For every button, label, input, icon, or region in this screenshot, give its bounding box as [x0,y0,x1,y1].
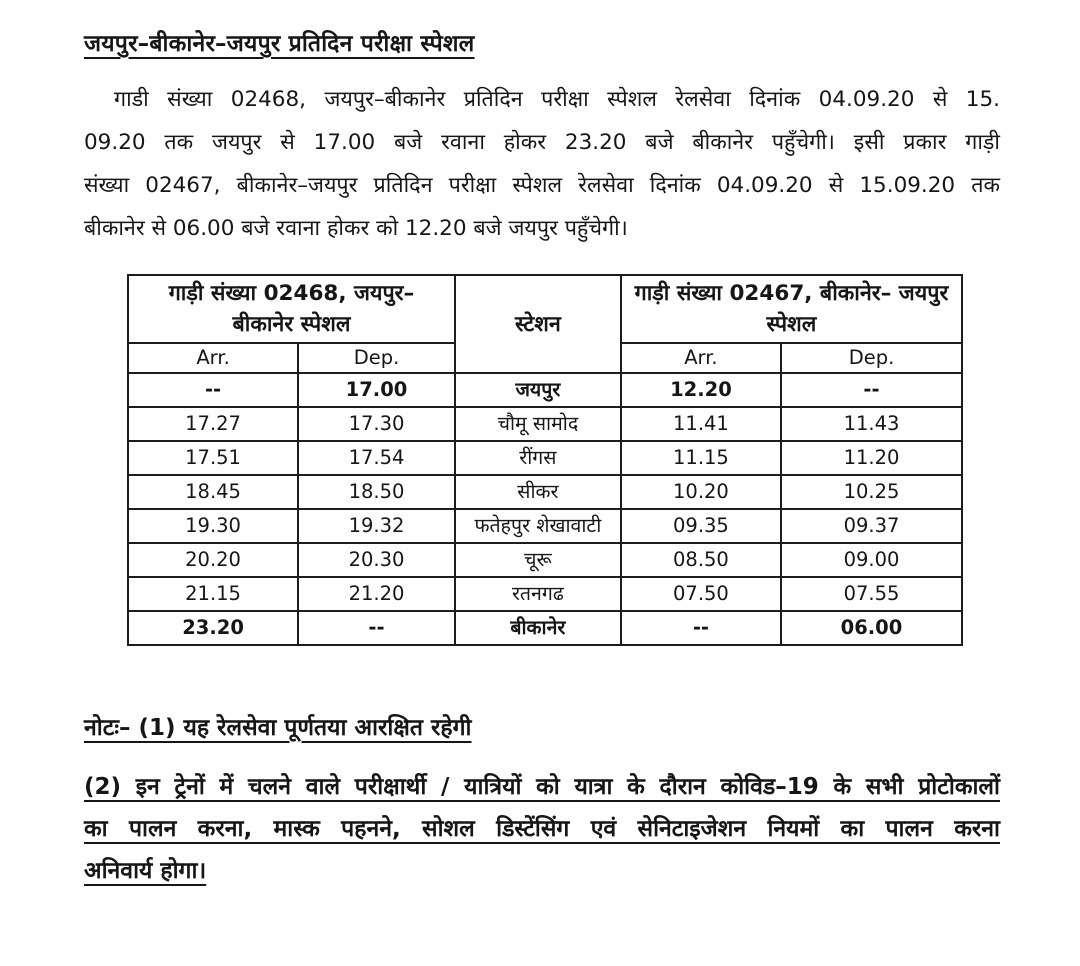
dep-02468-header: Dep. [298,343,455,373]
table-row [128,373,962,407]
arr-02468-cell: -- [128,373,298,407]
dep-02468-cell: 17.30 [298,407,455,441]
table-row [128,407,962,441]
arr-02468-cell: 18.45 [128,475,298,509]
table-row [128,475,962,509]
train-02467-header: गाड़ी संख्या 02467, बीकानेर– जयपुर स्पेशल [621,275,962,343]
table-row [128,509,962,543]
intro-paragraph [84,78,1000,250]
arr-02467-header: Arr. [621,343,781,373]
note-2-line-1: (2) इन ट्रेनों में चलने वाले परीक्षार्थी / यात्रियों को यात्रा के दौरान कोविड–19 के सभी प्रोटोकालों [84,774,1000,800]
table-row [128,577,962,611]
dep-02468-cell: 21.20 [298,577,455,611]
arr-02467-cell: 11.41 [621,407,781,441]
note-2 [84,766,1000,892]
arr-02467-cell: 07.50 [621,577,781,611]
arr-02467-cell: 10.20 [621,475,781,509]
arr-02468-cell: 17.27 [128,407,298,441]
intro-line-2: 09.20 तक जयपुर से 17.00 बजे रवाना होकर 23.20 बजे बीकानेर पहुँचेगी। इसी प्रकार गाड़ी [84,130,1000,155]
dep-02467-cell: 09.00 [781,543,962,577]
arr-02467-cell: -- [621,611,781,645]
dep-02468-cell: 17.00 [298,373,455,407]
dep-02468-cell: -- [298,611,455,645]
note-2-line-3: अनिवार्य होगा। [84,858,207,884]
arr-02467-cell: 12.20 [621,373,781,407]
dep-02467-cell: 09.37 [781,509,962,543]
table-row [128,611,962,645]
dep-02468-cell: 20.30 [298,543,455,577]
station-cell: बीकानेर [455,611,621,645]
station-cell: चौमू सामोद [455,407,621,441]
intro-line-4: बीकानेर से 06.00 बजे रवाना होकर को 12.20 बजे जयपुर पहुँचेगी। [84,216,628,241]
dep-02467-cell: 06.00 [781,611,962,645]
arr-02467-cell: 11.15 [621,441,781,475]
arr-02468-cell: 20.20 [128,543,298,577]
table-group-header-row [128,275,962,343]
station-cell: सीकर [455,475,621,509]
arr-02468-cell: 19.30 [128,509,298,543]
note-1: नोटः– (1) यह रेलसेवा पूर्णतया आरक्षित रहेगी [84,715,472,741]
dep-02467-cell: 11.43 [781,407,962,441]
page-title: जयपुर–बीकानेर–जयपुर प्रतिदिन परीक्षा स्पेशल [84,31,475,57]
dep-02467-cell: 11.20 [781,441,962,475]
dep-02468-cell: 18.50 [298,475,455,509]
station-cell: फतेहपुर शेखावाटी [455,509,621,543]
dep-02468-cell: 17.54 [298,441,455,475]
arr-02468-header: Arr. [128,343,298,373]
station-cell: रींगस [455,441,621,475]
station-column-header: स्टेशन [455,275,621,373]
dep-02468-cell: 19.32 [298,509,455,543]
train-timetable [127,274,963,646]
dep-02467-cell: -- [781,373,962,407]
station-cell: रतनगढ [455,577,621,611]
arr-02468-cell: 17.51 [128,441,298,475]
arr-02468-cell: 21.15 [128,577,298,611]
arr-02467-cell: 09.35 [621,509,781,543]
train-02468-header: गाड़ी संख्या 02468, जयपुर–बीकानेर स्पेशल [128,275,455,343]
table-row [128,543,962,577]
dep-02467-header: Dep. [781,343,962,373]
arr-02468-cell: 23.20 [128,611,298,645]
station-cell: जयपुर [455,373,621,407]
table-row [128,441,962,475]
intro-line-3: संख्या 02467, बीकानेर–जयपुर प्रतिदिन परीक्षा स्पेशल रेलसेवा दिनांक 04.09.20 से 15.09.20 तक [84,173,1000,198]
arr-02467-cell: 08.50 [621,543,781,577]
note-2-line-2: का पालन करना, मास्क पहनने, सोशल डिस्टेंसिंग एवं सेनिटाइजेशन नियमों का पालन करना [84,816,1000,842]
dep-02467-cell: 07.55 [781,577,962,611]
dep-02467-cell: 10.25 [781,475,962,509]
intro-line-1: गाडी संख्या 02468, जयपुर–बीकानेर प्रतिदिन परीक्षा स्पेशल रेलसेवा दिनांक 04.09.20 से 15. [114,87,1000,112]
station-cell: चूरू [455,543,621,577]
